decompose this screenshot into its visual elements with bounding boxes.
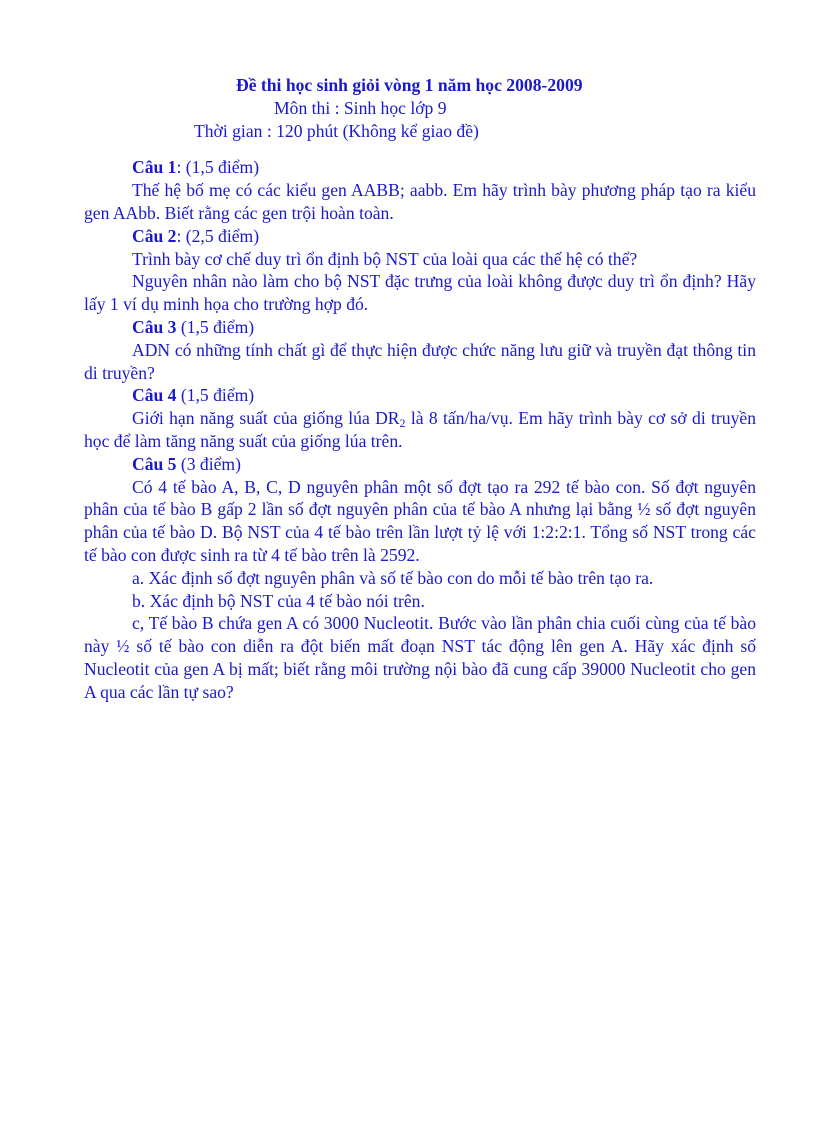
question-5-intro: Có 4 tế bào A, B, C, D nguyên phân một số đợt tạo ra 292 tế bào con. Số đợt nguyên phân của tế bào B gấp 2 lần số đợt nguyên phân của tế bào A nhưng lại bằng ½ số đợt nguyên phân của tế bào D. Bộ NST của 4 tế bào trên lần lượt tỷ lệ với 1:2:2:1. Tổng số NST trong các tế bào con được sinh ra từ 4 tế bào trên là 2592. [84, 476, 756, 565]
exam-time: Thời gian : 120 phút (Không kể giao đề) [194, 120, 479, 141]
question-4-heading [84, 384, 756, 407]
document-body [84, 74, 756, 704]
question-3-text: ADN có những tính chất gì để thực hiện được chức năng lưu giữ và truyền đạt thông tin di truyền? [84, 339, 756, 383]
question-5-part-c: c, Tế bào B chứa gen A có 3000 Nucleotit. Bước vào lần phân chia cuối cùng của tế bào này ½ số tế bào con diễn ra đột biến mất đoạn NST tác động lên gen A. Hãy xác định số Nucleotit của gen A bị mất; biết rằng môi trường nội bào đã cung cấp 39000 Nucleotit cho gen A qua các lần tự sao? [84, 613, 756, 702]
question-3-points: (1,5 điểm) [176, 316, 255, 337]
question-2-text-2: Nguyên nhân nào làm cho bộ NST đặc trưng của loài không được duy trì ổn định? Hãy lấy 1 ví dụ minh họa cho trường hợp đó. [84, 271, 756, 315]
question-3-heading [84, 316, 756, 339]
question-5-label: Câu 5 [132, 453, 177, 474]
question-1-text: Thế hệ bố mẹ có các kiểu gen AABB; aabb. Em hãy trình bày phương pháp tạo ra kiểu gen AAbb. Biết rằng các gen trội hoàn toàn. [84, 180, 756, 223]
question-2-points: : (2,5 điểm) [176, 225, 260, 246]
question-4-text-before: Giới hạn năng suất của giống lúa DR [132, 408, 400, 429]
question-5-points: (3 điểm) [176, 453, 241, 474]
question-4-text [84, 407, 756, 453]
question-4-points: (1,5 điểm) [176, 385, 255, 406]
question-1-label: Câu 1 [132, 157, 177, 178]
question-2-label: Câu 2 [132, 225, 177, 246]
exam-subject: Môn thi : Sinh học lớp 9 [274, 97, 447, 118]
question-1-points: : (1,5 điểm) [176, 157, 260, 178]
question-4-text-after: là 8 tấn/ha/vụ. Em hãy trình bày cơ sở di truyền học để làm tăng năng suất của giống lúa trên. [84, 408, 756, 451]
question-5-heading [84, 453, 756, 476]
exam-title: Đề thi học sinh giỏi vòng 1 năm học 2008-2009 [236, 75, 583, 95]
question-4-label: Câu 4 [132, 385, 177, 406]
question-5-part-a: a. Xác định số đợt nguyên phân và số tế bào con do mỗi tế bào trên tạo ra. [132, 567, 654, 588]
question-2-heading [84, 225, 756, 248]
question-5-part-b: b. Xác định bộ NST của 4 tế bào nói trên. [132, 590, 425, 611]
question-2-text-1: Trình bày cơ chế duy trì ổn định bộ NST của loài qua các thế hệ có thể? [132, 248, 638, 269]
question-3-label: Câu 3 [132, 316, 177, 337]
question-4-subscript: 2 [399, 416, 406, 431]
question-1-heading [84, 156, 756, 179]
